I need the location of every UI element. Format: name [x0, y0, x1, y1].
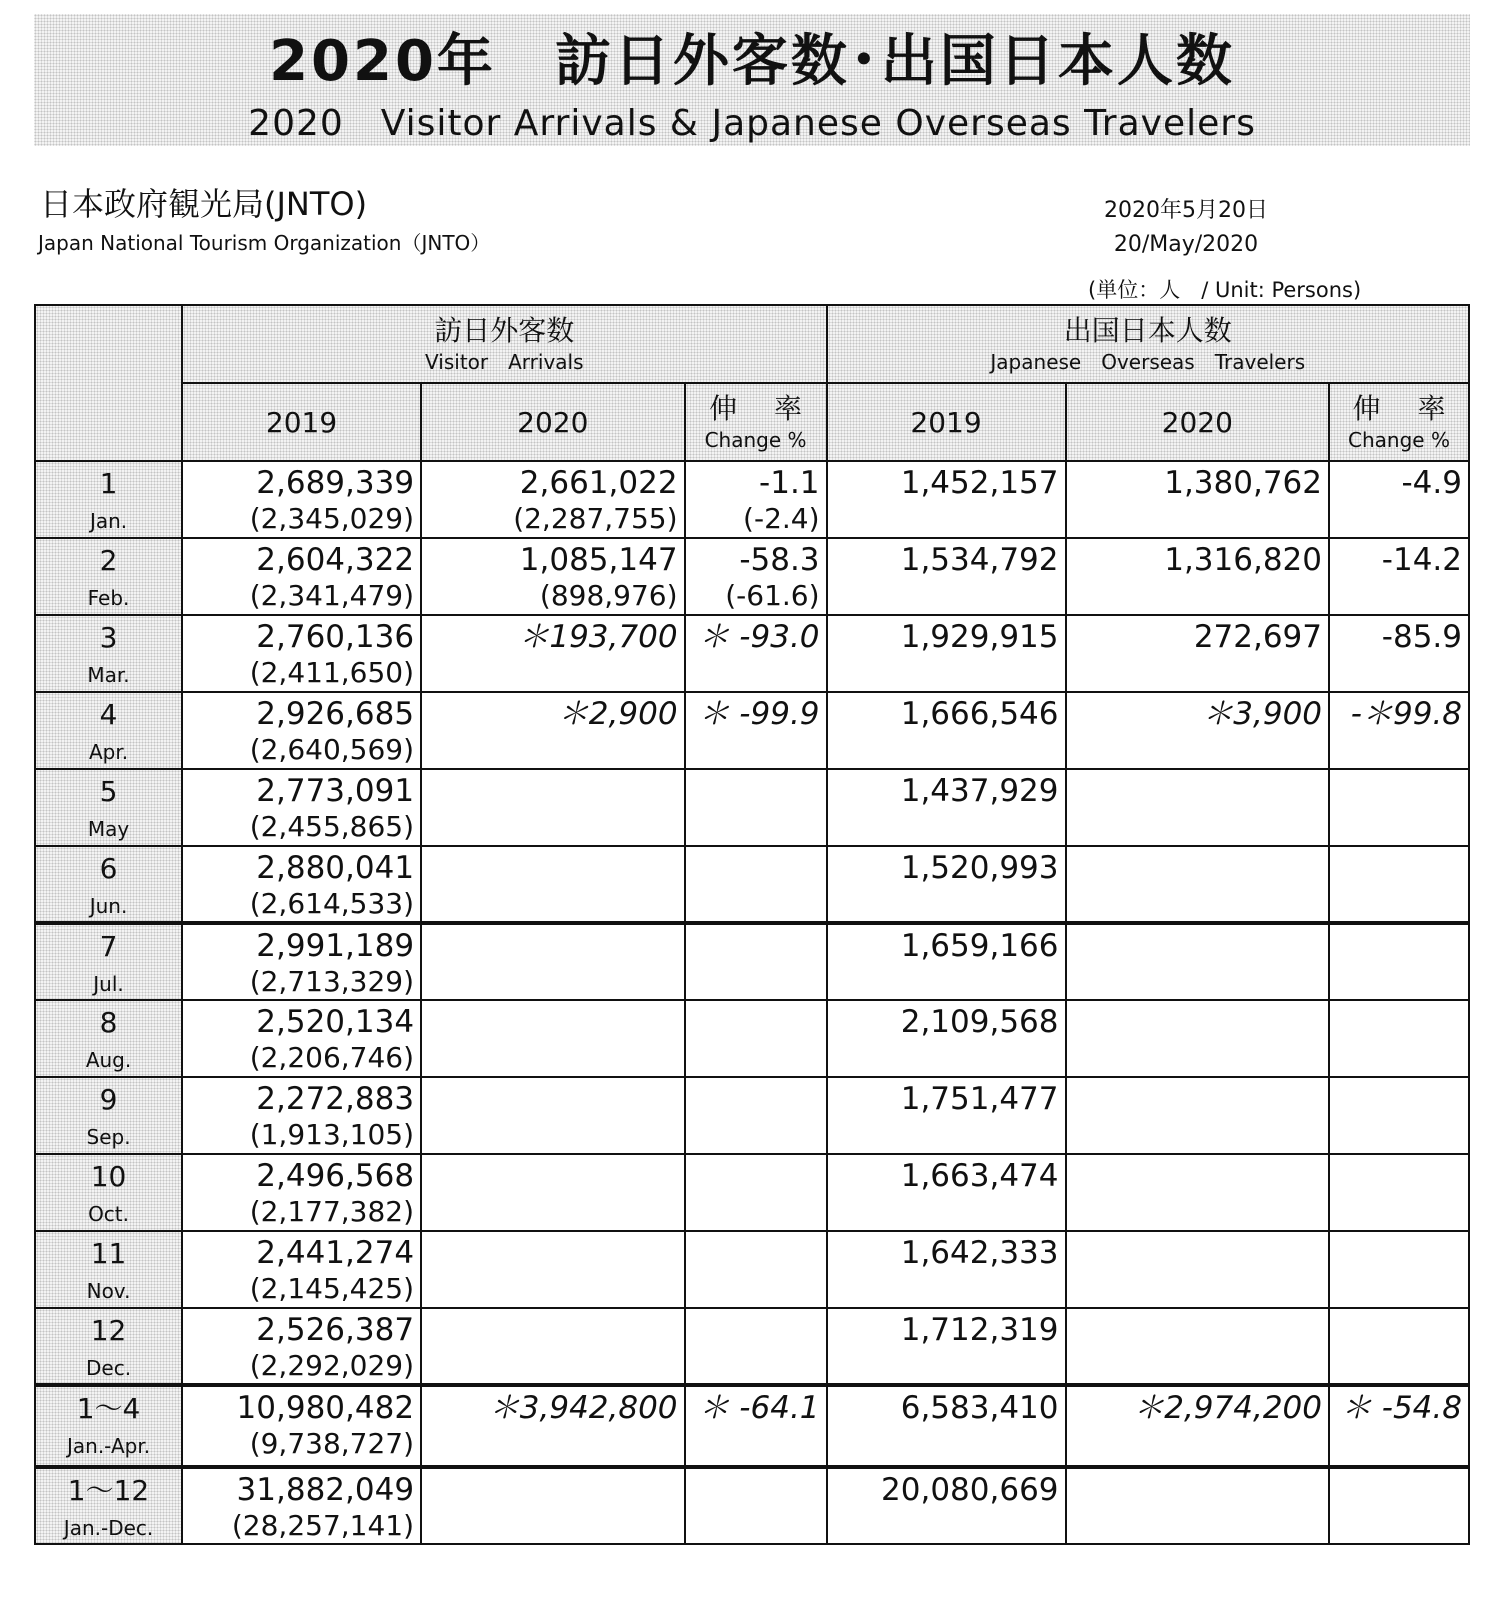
visitor-change-cell-previous-year: (-61.6) [725, 579, 820, 612]
page-title-en: 2020 Visitor Arrivals & Japanese Overseas Travelers [248, 103, 1256, 144]
column-header-va-change [685, 383, 827, 461]
release-date-en: 20/May/2020 [1113, 232, 1259, 257]
table-row [35, 1231, 1469, 1308]
period-number: 5 [99, 775, 118, 808]
visitor-2019-cell [182, 1385, 421, 1467]
japanese-2020-cell-value: ＊2,974,200 [1133, 1390, 1323, 1426]
table-row [35, 692, 1469, 769]
japanese-2019-cell-value: 1,929,915 [900, 619, 1059, 655]
japanese-2019-cell [827, 923, 1066, 1000]
period-cell [35, 769, 182, 846]
period-number: 12 [90, 1314, 127, 1347]
visitor-change-cell [685, 769, 827, 846]
period-label: Sep. [86, 1125, 131, 1149]
japanese-2019-cell-value: 2,109,568 [900, 1004, 1059, 1040]
visitor-2020-cell-previous-year: (898,976) [539, 579, 678, 612]
visitor-2019-cell-value: 2,496,568 [256, 1158, 415, 1194]
visitor-2019-cell-previous-year: (2,455,865) [249, 810, 415, 843]
period-cell [35, 1154, 182, 1231]
japanese-2020-cell-value [1067, 1309, 1323, 1311]
organization-name-en: Japan National Tourism Organization（JNTO） [38, 231, 491, 255]
visitor-change-cell-value [686, 847, 820, 849]
japanese-2020-cell [1066, 1000, 1330, 1077]
visitor-2020-cell-value [422, 1232, 678, 1234]
release-date-jp: 2020年5月20日 [1104, 198, 1268, 223]
period-number: 6 [99, 852, 118, 885]
period-label: Jan.-Dec. [63, 1516, 154, 1540]
japanese-change-cell-value [1330, 1001, 1462, 1003]
japanese-2020-cell [1066, 1231, 1330, 1308]
period-number: 1 [99, 467, 118, 500]
japanese-2020-cell-value: ＊3,900 [1202, 696, 1323, 732]
visitor-2019-cell-value: 2,760,136 [256, 619, 415, 655]
visitor-change-cell [685, 1385, 827, 1467]
japanese-2020-cell [1066, 1385, 1330, 1467]
period-label: May [87, 817, 130, 841]
period-cell [35, 1000, 182, 1077]
japanese-change-cell-value [1330, 1232, 1462, 1234]
visitor-2019-cell [182, 615, 421, 692]
table-row [35, 538, 1469, 615]
japanese-travelers-header-en: Japanese Overseas Travelers [990, 350, 1306, 374]
japanese-2019-cell-value: 1,663,474 [900, 1158, 1059, 1194]
visitor-2019-cell-value: 2,926,685 [256, 696, 415, 732]
visitor-2020-cell-value [422, 925, 678, 927]
japanese-2019-cell-value: 1,659,166 [900, 928, 1059, 964]
change-label-en: Change % [1348, 428, 1450, 452]
visitor-2019-cell-previous-year: (2,713,329) [249, 965, 415, 998]
japanese-2020-cell [1066, 1308, 1330, 1385]
table-row [35, 1077, 1469, 1154]
visitor-2020-cell [421, 1231, 685, 1308]
japanese-2019-cell-value: 1,452,157 [900, 465, 1059, 501]
japanese-2020-cell [1066, 769, 1330, 846]
period-cell [35, 692, 182, 769]
japanese-2019-cell [827, 1000, 1066, 1077]
japanese-change-cell-value [1330, 1309, 1462, 1311]
period-cell [35, 1231, 182, 1308]
visitor-2020-cell-value [422, 1469, 678, 1471]
period-cell [35, 1385, 182, 1467]
visitor-2020-cell [421, 615, 685, 692]
visitor-change-cell-value [686, 1469, 820, 1471]
period-cell [35, 846, 182, 923]
visitor-2019-cell-previous-year: (2,614,533) [249, 887, 415, 920]
visitor-arrivals-header-jp: 訪日外客数 [434, 314, 575, 347]
column-header-va-2020: 2020 [421, 383, 685, 461]
japanese-2020-cell [1066, 538, 1330, 615]
period-label: Oct. [88, 1202, 129, 1226]
japanese-2020-cell [1066, 615, 1330, 692]
japanese-2019-cell-value: 1,666,546 [900, 696, 1059, 732]
japanese-2020-cell [1066, 1154, 1330, 1231]
visitor-change-cell [685, 538, 827, 615]
japanese-2019-cell-value: 6,583,410 [900, 1390, 1059, 1426]
visitor-2019-cell [182, 923, 421, 1000]
japanese-change-cell-value [1330, 847, 1462, 849]
period-number: 1～12 [67, 1474, 150, 1507]
japanese-2019-cell [827, 846, 1066, 923]
column-header-va-2019: 2019 [182, 383, 421, 461]
visitor-2019-cell [182, 846, 421, 923]
japanese-2020-cell [1066, 1467, 1330, 1544]
period-label: Dec. [86, 1356, 132, 1380]
period-cell [35, 461, 182, 538]
period-label: Nov. [86, 1279, 131, 1303]
table-row [35, 1308, 1469, 1385]
japanese-2020-cell [1066, 923, 1330, 1000]
visitor-2019-cell-previous-year: (2,145,425) [249, 1272, 415, 1305]
japanese-2020-cell [1066, 846, 1330, 923]
period-label: Jul. [93, 972, 124, 996]
visitor-2019-cell-value: 2,880,041 [256, 850, 415, 886]
visitor-change-cell [685, 461, 827, 538]
visitor-2019-cell-previous-year: (2,177,382) [249, 1195, 415, 1228]
visitor-change-cell [685, 846, 827, 923]
period-number: 11 [90, 1237, 127, 1270]
japanese-change-cell [1329, 769, 1469, 846]
visitor-2019-cell-value: 31,882,049 [236, 1472, 415, 1508]
statistics-table [34, 304, 1470, 1545]
period-number: 10 [90, 1160, 127, 1193]
visitor-2020-cell [421, 1308, 685, 1385]
period-cell [35, 615, 182, 692]
japanese-2019-cell [827, 1154, 1066, 1231]
japanese-2020-cell-value [1067, 847, 1323, 849]
visitor-2020-cell-value [422, 1309, 678, 1311]
visitor-2020-cell-value: ＊2,900 [557, 696, 678, 732]
visitor-2019-cell-previous-year: (2,640,569) [249, 733, 415, 766]
visitor-2019-cell [182, 769, 421, 846]
japanese-2020-cell [1066, 1077, 1330, 1154]
visitor-2020-cell [421, 1000, 685, 1077]
visitor-2019-cell [182, 1077, 421, 1154]
visitor-2019-cell-previous-year: (2,292,029) [249, 1349, 415, 1382]
table-row [35, 615, 1469, 692]
period-number: 3 [99, 621, 118, 654]
table-row [35, 846, 1469, 923]
visitor-2019-cell-previous-year: (9,738,727) [249, 1427, 415, 1460]
japanese-2019-cell [827, 1467, 1066, 1544]
visitor-2019-cell-value: 2,991,189 [256, 928, 415, 964]
visitor-2020-cell-previous-year: (2,287,755) [513, 502, 678, 535]
japanese-2019-cell [827, 1231, 1066, 1308]
japanese-change-cell-value [1330, 925, 1462, 927]
visitor-change-cell-value: ＊ -99.9 [698, 696, 820, 732]
japanese-change-cell-value: -14.2 [1381, 542, 1462, 578]
visitor-2020-cell [421, 692, 685, 769]
visitor-2019-cell-value: 2,526,387 [256, 1312, 415, 1348]
visitor-2019-cell [182, 461, 421, 538]
visitor-change-cell [685, 1154, 827, 1231]
japanese-2020-cell-value [1067, 1232, 1323, 1234]
japanese-2020-cell-value [1067, 925, 1323, 927]
visitor-2020-cell-value: 1,085,147 [519, 542, 678, 578]
table-row [35, 923, 1469, 1000]
japanese-2020-cell [1066, 461, 1330, 538]
period-label: Mar. [87, 663, 130, 687]
visitor-arrivals-header-en: Visitor Arrivals [425, 350, 584, 374]
japanese-change-cell [1329, 1000, 1469, 1077]
japanese-2019-cell-value: 1,751,477 [900, 1081, 1059, 1117]
period-cell [35, 923, 182, 1000]
organization-name-jp: 日本政府観光局(JNTO) [40, 185, 368, 223]
visitor-change-cell [685, 1467, 827, 1544]
change-label-en: Change % [704, 428, 807, 452]
visitor-change-cell-value: ＊ -93.0 [698, 619, 820, 655]
japanese-change-cell [1329, 846, 1469, 923]
japanese-2019-cell [827, 692, 1066, 769]
visitor-2019-cell-value: 2,689,339 [256, 465, 415, 501]
visitor-2020-cell [421, 846, 685, 923]
visitor-2019-cell-value: 2,272,883 [256, 1081, 415, 1117]
visitor-2020-cell-value: 2,661,022 [519, 465, 678, 501]
change-label-jp: 伸 率 [709, 392, 816, 425]
unit-note: (単位：人 / Unit: Persons) [1088, 278, 1362, 302]
visitor-2020-cell-value: ＊3,942,800 [488, 1390, 678, 1426]
visitor-change-cell [685, 923, 827, 1000]
visitor-change-cell-previous-year: (-2.4) [743, 502, 820, 535]
visitor-2019-cell [182, 1000, 421, 1077]
visitor-change-cell-value [686, 1001, 820, 1003]
period-label: Jan.-Apr. [66, 1434, 151, 1458]
visitor-2020-cell [421, 461, 685, 538]
visitor-2019-cell-previous-year: (2,411,650) [249, 656, 415, 689]
visitor-change-cell [685, 1000, 827, 1077]
japanese-change-cell [1329, 1231, 1469, 1308]
visitor-2019-cell-previous-year: (2,345,029) [249, 502, 415, 535]
table-row [35, 769, 1469, 846]
visitor-2019-cell [182, 692, 421, 769]
change-label-jp: 伸 率 [1352, 392, 1460, 425]
japanese-change-cell [1329, 1385, 1469, 1467]
visitor-2020-cell [421, 1467, 685, 1544]
japanese-change-cell [1329, 1077, 1469, 1154]
japanese-2020-cell-value [1067, 1469, 1323, 1471]
japanese-change-cell-value: -4.9 [1401, 465, 1462, 501]
japanese-2020-cell-value: 1,380,762 [1164, 465, 1323, 501]
japanese-travelers-header-jp: 出国日本人数 [1063, 314, 1232, 347]
visitor-2020-cell-value: ＊193,700 [518, 619, 678, 655]
period-number: 2 [99, 544, 118, 577]
visitor-2019-cell-value: 2,773,091 [256, 773, 415, 809]
visitor-2020-cell [421, 923, 685, 1000]
visitor-change-cell-value [686, 1155, 820, 1157]
japanese-2019-cell [827, 538, 1066, 615]
japanese-2020-cell-value: 272,697 [1193, 619, 1323, 655]
visitor-2019-cell-value: 10,980,482 [236, 1390, 415, 1426]
period-number: 8 [99, 1006, 118, 1039]
visitor-2019-cell-value: 2,604,322 [256, 542, 415, 578]
visitor-2019-cell-previous-year: (1,913,105) [249, 1118, 415, 1151]
visitor-change-cell-value: ＊ -64.1 [698, 1390, 820, 1426]
japanese-2020-cell [1066, 692, 1330, 769]
visitor-2020-cell [421, 1077, 685, 1154]
japanese-change-cell-value: -＊99.8 [1350, 696, 1462, 732]
japanese-change-cell-value [1330, 1469, 1462, 1471]
visitor-2019-cell [182, 1308, 421, 1385]
period-label: Aug. [85, 1048, 132, 1072]
japanese-change-cell [1329, 1467, 1469, 1544]
period-label: Feb. [87, 586, 130, 610]
period-number: 1～4 [76, 1392, 141, 1425]
japanese-travelers-header [827, 305, 1469, 383]
japanese-2020-cell-value [1067, 1078, 1323, 1080]
visitor-change-cell-value [686, 925, 820, 927]
japanese-2019-cell [827, 461, 1066, 538]
japanese-2019-cell [827, 1385, 1066, 1467]
visitor-change-cell-value: -1.1 [759, 465, 820, 501]
column-header-jp-change [1329, 383, 1469, 461]
japanese-2019-cell-value: 1,712,319 [900, 1312, 1059, 1348]
visitor-change-cell-value: -58.3 [739, 542, 820, 578]
japanese-change-cell [1329, 1308, 1469, 1385]
visitor-2019-cell-previous-year: (28,257,141) [231, 1509, 415, 1542]
visitor-2019-cell [182, 1231, 421, 1308]
japanese-change-cell [1329, 615, 1469, 692]
visitor-2020-cell [421, 1154, 685, 1231]
column-header-jp-2020: 2020 [1066, 383, 1330, 461]
visitor-change-cell [685, 1077, 827, 1154]
page-title-jp: 2020年 訪日外客数･出国日本人数 [269, 29, 1235, 94]
japanese-2019-cell-value: 20,080,669 [881, 1472, 1059, 1508]
visitor-change-cell-value [686, 770, 820, 772]
period-cell [35, 538, 182, 615]
japanese-2019-cell-value: 1,534,792 [900, 542, 1059, 578]
title-band [34, 14, 1470, 146]
table-row [35, 1154, 1469, 1231]
japanese-2019-cell-value: 1,437,929 [900, 773, 1059, 809]
table-row [35, 1467, 1469, 1544]
japanese-change-cell [1329, 461, 1469, 538]
japanese-change-cell-value [1330, 1155, 1462, 1157]
period-number: 7 [99, 930, 118, 963]
table-row [35, 1385, 1469, 1467]
visitor-2019-cell-previous-year: (2,341,479) [249, 579, 415, 612]
japanese-2019-cell [827, 1308, 1066, 1385]
period-number: 9 [99, 1083, 118, 1116]
japanese-change-cell [1329, 538, 1469, 615]
japanese-change-cell [1329, 692, 1469, 769]
japanese-2020-cell-value [1067, 770, 1323, 772]
japanese-2020-cell-value: 1,316,820 [1164, 542, 1323, 578]
visitor-2019-cell-previous-year: (2,206,746) [249, 1041, 415, 1074]
japanese-2020-cell-value [1067, 1001, 1323, 1003]
visitor-2020-cell-value [422, 1001, 678, 1003]
visitor-2020-cell-value [422, 770, 678, 772]
visitor-2019-cell-value: 2,520,134 [256, 1004, 415, 1040]
table-row [35, 461, 1469, 538]
visitor-change-cell-value [686, 1078, 820, 1080]
japanese-2019-cell [827, 769, 1066, 846]
corner-cell [35, 305, 182, 461]
visitor-2019-cell-value: 2,441,274 [256, 1235, 415, 1271]
visitor-change-cell-value [686, 1309, 820, 1311]
period-number: 4 [99, 698, 118, 731]
japanese-change-cell-value: -85.9 [1381, 619, 1462, 655]
visitor-2019-cell [182, 1467, 421, 1544]
visitor-change-cell [685, 615, 827, 692]
visitor-2020-cell-value [422, 1078, 678, 1080]
period-label: Apr. [88, 740, 129, 764]
period-cell [35, 1467, 182, 1544]
period-label: Jun. [89, 894, 128, 918]
japanese-change-cell-value [1330, 1078, 1462, 1080]
japanese-change-cell-value: ＊ -54.8 [1340, 1390, 1462, 1426]
period-label: Jan. [89, 509, 128, 533]
japanese-change-cell [1329, 1154, 1469, 1231]
japanese-change-cell [1329, 923, 1469, 1000]
table-row [35, 1000, 1469, 1077]
visitor-change-cell [685, 1231, 827, 1308]
visitor-change-cell [685, 1308, 827, 1385]
column-header-jp-2019: 2019 [827, 383, 1066, 461]
japanese-2020-cell-value [1067, 1155, 1323, 1157]
visitor-2020-cell [421, 769, 685, 846]
japanese-2019-cell-value: 1,520,993 [900, 850, 1059, 886]
japanese-2019-cell [827, 1077, 1066, 1154]
period-cell [35, 1077, 182, 1154]
visitor-2020-cell-value [422, 1155, 678, 1157]
visitor-2020-cell-value [422, 847, 678, 849]
visitor-2020-cell [421, 538, 685, 615]
table-body [35, 461, 1469, 1544]
visitor-change-cell [685, 692, 827, 769]
visitor-change-cell-value [686, 1232, 820, 1234]
japanese-2019-cell-value: 1,642,333 [900, 1235, 1059, 1271]
japanese-change-cell-value [1330, 770, 1462, 772]
visitor-2019-cell [182, 1154, 421, 1231]
visitor-arrivals-header [182, 305, 826, 383]
visitor-2020-cell [421, 1385, 685, 1467]
period-cell [35, 1308, 182, 1385]
visitor-2019-cell [182, 538, 421, 615]
japanese-2019-cell [827, 615, 1066, 692]
